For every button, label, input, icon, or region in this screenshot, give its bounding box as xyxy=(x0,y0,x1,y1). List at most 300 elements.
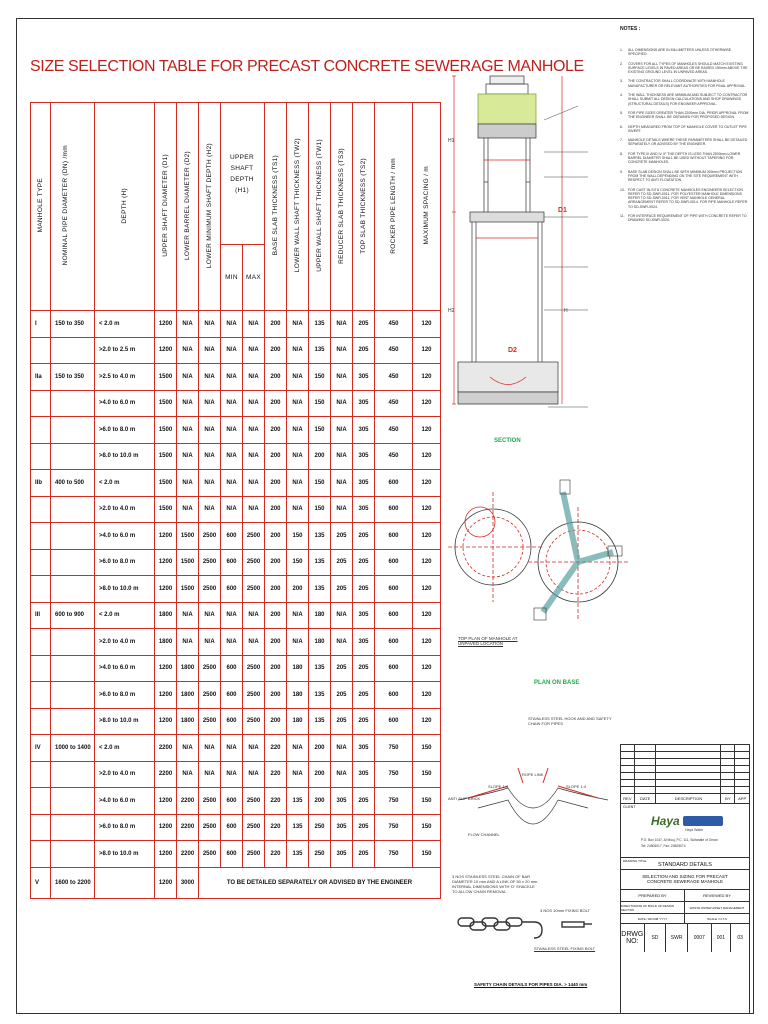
anti-slip-label: ANTI SLIP BRICK xyxy=(448,796,481,801)
table-cell-max: N/A xyxy=(243,735,265,762)
table-cell-d1: 1200 xyxy=(155,311,177,338)
table-cell-ts2: 205 xyxy=(353,549,375,576)
revision-cell xyxy=(735,752,749,758)
table-cell-ts1: 200 xyxy=(265,364,287,391)
note-text: FOR PIPE SIZES GREATER THAN 2200mm DIA, PRIOR APPROVAL FROM THE ENGINEER SHALL BE OBTAINED FOR PROPOSED DESIGN. xyxy=(628,110,749,120)
header-upper-shaft-diameter: UPPER SHAFT DIAMETER (D1) xyxy=(155,103,177,311)
table-cell-type: III xyxy=(31,602,51,629)
note-text: FOR INTERFACE REQUIREMENT OF PIPE WITH CONCRETE REFER TO DRAWING SD-SWR-0020. xyxy=(628,214,747,223)
table-cell-ts3: 305 xyxy=(331,814,353,841)
revision-cell xyxy=(656,780,721,786)
note-item xyxy=(620,214,750,223)
table-row xyxy=(31,629,441,656)
table-cell-tw2: N/A xyxy=(287,443,309,470)
note-number: 3. xyxy=(620,79,623,84)
table-row xyxy=(31,867,441,898)
table-cell-ts2: 205 xyxy=(353,311,375,338)
table-cell-dn xyxy=(51,443,95,470)
table-cell-h2: N/A xyxy=(199,761,221,788)
table-cell-h2: N/A xyxy=(199,417,221,444)
table-cell-tw1: 200 xyxy=(309,761,331,788)
table-cell-min: N/A xyxy=(221,364,243,391)
revision-cell xyxy=(635,766,657,772)
table-cell-depth: < 2.0 m xyxy=(95,470,155,497)
table-cell-tw1: 200 xyxy=(309,443,331,470)
note-item xyxy=(620,79,750,88)
table-cell-rp: 450 xyxy=(375,337,413,364)
table-cell-depth: >4.0 to 6.0 m xyxy=(95,523,155,550)
revision-cell xyxy=(656,773,721,779)
table-cell-rp: 750 xyxy=(375,735,413,762)
table-row xyxy=(31,814,441,841)
table-cell-d2: N/A xyxy=(177,417,199,444)
table-cell-tw1: 135 xyxy=(309,655,331,682)
table-row xyxy=(31,496,441,523)
table-cell-max: N/A xyxy=(243,390,265,417)
table-cell-ts3: N/A xyxy=(331,496,353,523)
header-nominal-diameter: NOMINAL PIPE DIAMETER (DN) /mm xyxy=(51,103,95,311)
table-cell-depth: >8.0 to 10.0 m xyxy=(95,443,155,470)
table-cell-min: 600 xyxy=(221,788,243,815)
table-cell-dn xyxy=(51,788,95,815)
header-upper-shaft-depth: UPPER SHAFT DEPTH (H1) xyxy=(221,103,265,245)
note-number: 11. xyxy=(620,214,625,219)
note-text: FOR CAST IN-SITU CONCRETE MANHOLES ENGINEERS SELECTION REFER TO SD-SWR-0011. FOR POLYESTER MANHOLE DIMENSIONS REFER TO SD-SWR-0011. FOR VENT MANHOLE GENERAL ARRANGEMENT REFER TO SD-SWR-0014. FOR PIPE MANHOLE REFER TO SD-SWR-0024. xyxy=(628,187,748,209)
table-cell-ts2: 305 xyxy=(353,443,375,470)
client-box: CLIENT Haya Haya Water P.O. Box 1047, Al Mouj, P.C. 111, Sultanate of Oman Tel: 24505017, Fax: 24505074 xyxy=(621,804,749,858)
table-cell-max: N/A xyxy=(243,337,265,364)
table-cell-d2: 1500 xyxy=(177,549,199,576)
table-cell-ts3: 205 xyxy=(331,549,353,576)
note-text: THE WALL THICKNESS ARE MINIMUM AND SUBJECT TO CONTRACTOR SHALL SUBMIT ALL DESIGN CALCULATIONS AND SHOP DRAWINGS (STRUCTURAL DETAILS) FOR ENGINEER APPROVAL. xyxy=(628,93,748,106)
table-cell-rp: 600 xyxy=(375,470,413,497)
table-cell-max: N/A xyxy=(243,470,265,497)
table-cell-rp: 600 xyxy=(375,655,413,682)
table-cell-max: 2500 xyxy=(243,523,265,550)
table-cell-dn xyxy=(51,814,95,841)
table-row xyxy=(31,735,441,762)
table-cell-ts3: N/A xyxy=(331,364,353,391)
revision-cell xyxy=(621,787,635,793)
table-cell-min: 600 xyxy=(221,576,243,603)
notes-list xyxy=(620,48,750,223)
table-cell-min: N/A xyxy=(221,443,243,470)
table-cell-type xyxy=(31,443,51,470)
label-d1: D1 xyxy=(558,207,567,214)
table-cell-min: 600 xyxy=(221,708,243,735)
table-cell-max: 2500 xyxy=(243,655,265,682)
table-cell-ts2: 305 xyxy=(353,761,375,788)
table-cell-d2: N/A xyxy=(177,470,199,497)
table-cell-d1: 1200 xyxy=(155,788,177,815)
table-cell-h2: N/A xyxy=(199,470,221,497)
table-cell-rp: 450 xyxy=(375,390,413,417)
table-cell-ts3: 305 xyxy=(331,841,353,868)
table-cell-max: 2500 xyxy=(243,708,265,735)
table-cell-h2: 2500 xyxy=(199,814,221,841)
table-cell-depth: >8.0 to 10.0 m xyxy=(95,708,155,735)
table-cell-depth: >4.0 to 6.0 m xyxy=(95,655,155,682)
table-row xyxy=(31,311,441,338)
table-cell-depth: >6.0 to 8.0 m xyxy=(95,682,155,709)
table-row xyxy=(31,390,441,417)
table-cell-max: 2500 xyxy=(243,788,265,815)
table-cell-tw1: 135 xyxy=(309,576,331,603)
table-cell-ts3: N/A xyxy=(331,629,353,656)
table-cell-tw2: N/A xyxy=(287,735,309,762)
table-cell-dn: 1000 to 1400 xyxy=(51,735,95,762)
table-cell-rp: 750 xyxy=(375,814,413,841)
safety-chain-drawing xyxy=(452,904,612,964)
revision-cell xyxy=(721,752,735,758)
revision-cell xyxy=(621,752,635,758)
table-cell-type xyxy=(31,496,51,523)
note-text: FOR TYPE III AND IV, IF THE DEPTH IS LESS THAN 2500mm LOWER BARREL DIAMETER SHALL BE USED WITHOUT TAPERING FOR CONCRETE MANHOLES. xyxy=(628,151,741,165)
table-cell-d2: N/A xyxy=(177,761,199,788)
table-cell-sp: 120 xyxy=(413,470,441,497)
table-cell-tw1: 200 xyxy=(309,735,331,762)
table-cell-type: IIa xyxy=(31,364,51,391)
table-cell-depth: >4.0 to 6.0 m xyxy=(95,788,155,815)
table-cell-d2: 1800 xyxy=(177,655,199,682)
table-cell-d1: 1200 xyxy=(155,867,177,898)
table-cell-min: 600 xyxy=(221,841,243,868)
logo-mark xyxy=(683,816,723,826)
table-cell-tw2: 180 xyxy=(287,708,309,735)
page-title: SIZE SELECTION TABLE FOR PRECAST CONCRETE SEWERAGE MANHOLE xyxy=(30,58,584,75)
table-cell-h2: 2500 xyxy=(199,841,221,868)
drawing-number: DRWG NO: SD SWR 0007 001 03 xyxy=(621,924,749,952)
table-cell-dn xyxy=(51,629,95,656)
note-item xyxy=(620,170,750,183)
table-cell-sp: 150 xyxy=(413,788,441,815)
table-row xyxy=(31,576,441,603)
revision-cell xyxy=(635,759,657,765)
table-row xyxy=(31,549,441,576)
table-cell-tw1: 135 xyxy=(309,337,331,364)
table-row xyxy=(31,708,441,735)
table-cell-ts1: 200 xyxy=(265,417,287,444)
table-cell-ts3: N/A xyxy=(331,337,353,364)
note-item xyxy=(620,125,750,134)
revision-row xyxy=(621,759,749,766)
revision-cell xyxy=(735,780,749,786)
table-cell-rp: 600 xyxy=(375,602,413,629)
table-cell-ts1: 200 xyxy=(265,470,287,497)
table-cell-dn: 1600 to 2200 xyxy=(51,867,95,898)
table-cell-type xyxy=(31,841,51,868)
note-item xyxy=(620,138,750,147)
size-selection-table xyxy=(30,102,441,899)
revision-cell xyxy=(621,745,635,751)
table-row xyxy=(31,655,441,682)
table-cell-d2: 1800 xyxy=(177,682,199,709)
note-number: 1. xyxy=(620,48,623,52)
table-row xyxy=(31,602,441,629)
table-cell-type xyxy=(31,814,51,841)
note-text: MANHOLE DETAILS WHERE THESE PARAMETERS SHALL BE DETAILED SEPARATELY OR ADVISED BY THE ENGINEER. xyxy=(628,138,748,147)
revision-row xyxy=(621,745,749,752)
table-cell-tw2: N/A xyxy=(287,629,309,656)
table-cell-min: N/A xyxy=(221,735,243,762)
table-cell-tw2: 135 xyxy=(287,814,309,841)
note-number: 7. xyxy=(620,138,623,143)
table-cell-ts3: N/A xyxy=(331,761,353,788)
table-cell-d2: N/A xyxy=(177,390,199,417)
table-cell-depth: >6.0 to 8.0 m xyxy=(95,549,155,576)
table-cell-tw2: N/A xyxy=(287,761,309,788)
table-cell-d1: 1500 xyxy=(155,443,177,470)
table-cell-tw1: 150 xyxy=(309,470,331,497)
header-lower-wall: LOWER WALL SHAFT THICKNESS (TW2) xyxy=(287,103,309,311)
table-cell-ts3: 205 xyxy=(331,682,353,709)
revision-cell xyxy=(735,766,749,772)
table-cell-type xyxy=(31,655,51,682)
table-cell-ts1: 200 xyxy=(265,523,287,550)
table-cell-dn xyxy=(51,708,95,735)
revision-row xyxy=(621,787,749,794)
revision-cell xyxy=(735,787,749,793)
revision-cell xyxy=(656,745,721,751)
table-cell-ts3: 205 xyxy=(331,655,353,682)
revision-cell xyxy=(721,759,735,765)
table-cell-tw2: 150 xyxy=(287,549,309,576)
table-cell-d1: 1200 xyxy=(155,814,177,841)
table-cell-min: 600 xyxy=(221,682,243,709)
revision-cell xyxy=(656,787,721,793)
table-cell-depth: >8.0 to 10.0 m xyxy=(95,841,155,868)
table-cell-depth: >2.0 to 4.0 m xyxy=(95,496,155,523)
table-row xyxy=(31,841,441,868)
table-row xyxy=(31,788,441,815)
revision-row xyxy=(621,752,749,759)
table-cell-rp: 750 xyxy=(375,788,413,815)
table-cell-d1: 1200 xyxy=(155,337,177,364)
table-cell-ts2: 205 xyxy=(353,523,375,550)
table-cell-ts3: 205 xyxy=(331,708,353,735)
table-cell-tw2: N/A xyxy=(287,390,309,417)
table-cell-d1: 1200 xyxy=(155,841,177,868)
table-cell-dn xyxy=(51,549,95,576)
table-cell-ts2: 205 xyxy=(353,814,375,841)
label-h1: H1 xyxy=(448,138,455,144)
table-cell-max: 2500 xyxy=(243,576,265,603)
note-item xyxy=(620,48,750,57)
table-cell-min: 600 xyxy=(221,549,243,576)
note-item xyxy=(620,93,750,106)
table-cell-dn xyxy=(51,337,95,364)
table-cell-ts2: 205 xyxy=(353,841,375,868)
table-cell-ts2: 305 xyxy=(353,417,375,444)
table-cell-depth: >2.5 to 4.0 m xyxy=(95,364,155,391)
table-cell-sp: 120 xyxy=(413,549,441,576)
revision-grid xyxy=(621,745,749,794)
table-cell-ts1: 200 xyxy=(265,629,287,656)
table-cell-sp: 120 xyxy=(413,417,441,444)
table-cell-sp: 120 xyxy=(413,443,441,470)
table-cell-d2: 2200 xyxy=(177,841,199,868)
table-cell-d1: 1200 xyxy=(155,708,177,735)
table-cell-min: N/A xyxy=(221,761,243,788)
header-max-spacing: MAXIMUM SPACING / m xyxy=(413,103,441,311)
table-cell-min: N/A xyxy=(221,496,243,523)
header-manhole-type: MANHOLE TYPE xyxy=(31,103,51,311)
table-cell-d2: N/A xyxy=(177,337,199,364)
table-cell-ts1: 200 xyxy=(265,682,287,709)
table-cell-h2: 2500 xyxy=(199,549,221,576)
table-cell-depth: >8.0 to 10.0 m xyxy=(95,576,155,603)
fixing-bolt-label: STAINLESS STEEL FIXING BOLT xyxy=(534,946,596,951)
table-cell-dn: 150 to 350 xyxy=(51,364,95,391)
table-cell-h2: N/A xyxy=(199,311,221,338)
table-row xyxy=(31,523,441,550)
table-cell-h2: N/A xyxy=(199,629,221,656)
revision-cell xyxy=(721,773,735,779)
table-cell-max: 2500 xyxy=(243,682,265,709)
revision-cell xyxy=(721,745,735,751)
table-cell-d1: 1500 xyxy=(155,470,177,497)
table-cell-sp: 150 xyxy=(413,814,441,841)
table-cell-h2: N/A xyxy=(199,337,221,364)
table-cell-min: N/A xyxy=(221,417,243,444)
note-number: 4. xyxy=(620,93,623,98)
table-cell-sp: 120 xyxy=(413,390,441,417)
note-text: ALL DIMENSIONS ARE IN MILLIMETERS UNLESS OTHERWISE SPECIFIED. xyxy=(628,48,732,57)
table-cell-max: 2500 xyxy=(243,814,265,841)
header-lower-min-shaft-depth: LOWER MINIMUM SHAFT DEPTH (H2) xyxy=(199,103,221,311)
table-cell-ts1: 220 xyxy=(265,761,287,788)
table-cell-d2: N/A xyxy=(177,602,199,629)
table-cell-ts1: 220 xyxy=(265,788,287,815)
table-cell-tw2: N/A xyxy=(287,337,309,364)
table-cell-ts3: N/A xyxy=(331,602,353,629)
table-cell-ts2: 205 xyxy=(353,788,375,815)
table-cell-depth: >6.0 to 8.0 m xyxy=(95,814,155,841)
revision-cell xyxy=(621,766,635,772)
table-cell-tw2: N/A xyxy=(287,311,309,338)
revision-cell xyxy=(621,773,635,779)
table-cell-min: N/A xyxy=(221,337,243,364)
table-cell-ts2: 205 xyxy=(353,655,375,682)
table-cell-tw1: 250 xyxy=(309,841,331,868)
table-cell-dn xyxy=(51,655,95,682)
header-rocker-pipe: ROCKER PIPE LENGTH / mm xyxy=(375,103,413,311)
table-cell-min: N/A xyxy=(221,602,243,629)
table-cell-ts3: 305 xyxy=(331,788,353,815)
table-cell-ts2: 205 xyxy=(353,682,375,709)
table-cell-h2: 2500 xyxy=(199,708,221,735)
manhole-section-drawing xyxy=(448,62,618,432)
table-cell-rp: 750 xyxy=(375,761,413,788)
table-cell-max: 2500 xyxy=(243,549,265,576)
table-cell-rp: 750 xyxy=(375,841,413,868)
table-cell-type: V xyxy=(31,867,51,898)
table-cell-tw2: 135 xyxy=(287,788,309,815)
table-cell-ts1: 200 xyxy=(265,443,287,470)
revision-cell xyxy=(656,752,721,758)
note-text: BASE SLAB DESIGN SHALL BE WITH MINIMUM 300mm PROJECTION FROM THE WALL DEPENDING ON THE SITE REQUIREMENT WITH RESPECT TO ANTI FLOATATION. xyxy=(628,169,743,183)
table-cell-rp: 600 xyxy=(375,708,413,735)
table-cell-tw2: 180 xyxy=(287,655,309,682)
table-cell-h2: N/A xyxy=(199,496,221,523)
table-cell-sp: 150 xyxy=(413,735,441,762)
table-cell-min: N/A xyxy=(221,470,243,497)
table-cell-d2: N/A xyxy=(177,443,199,470)
header-min: MIN xyxy=(221,245,243,311)
table-cell-ts2: 205 xyxy=(353,708,375,735)
table-cell-type: IIb xyxy=(31,470,51,497)
table-cell-dn xyxy=(51,496,95,523)
note-item xyxy=(620,111,750,120)
plan-on-base-label: PLAN ON BASE xyxy=(534,680,580,686)
title-block: REV DATE DESCRIPTION BY APP CLIENT Haya Haya Water P.O. Box 1047, Al Mouj, P.C. 111, Sultanate of Oman Tel: 24505017, Fax: 24505074 DRAWING TITLE STANDARD DETAILS SELECTION AND SIZING FOR PRECAST CONCRETE SEWERAGE MANHOLE PREPARED BY REVIEWED BY DIRECTORATE OF BUILD UP DESIGN SECTION WASTE WATER ASSET MANAGEMENT DATE / DD.MM.YYYY SCALE / N.T.S DRWG NO: SD SWR 0007 001 03 xyxy=(620,744,750,1014)
revision-row xyxy=(621,766,749,773)
table-cell-d1: 1500 xyxy=(155,417,177,444)
table-cell-tw1: 200 xyxy=(309,788,331,815)
table-cell-type xyxy=(31,523,51,550)
revision-row xyxy=(621,780,749,787)
table-cell-sp: 120 xyxy=(413,682,441,709)
table-cell-dn xyxy=(51,390,95,417)
table-cell-depth xyxy=(95,867,155,898)
hook-label: STAINLESS STEEL HOOK AND AND SAFETY CHAIN FOR PIPES xyxy=(528,716,612,726)
table-cell-tw1: 150 xyxy=(309,364,331,391)
table-cell-tw2: N/A xyxy=(287,602,309,629)
top-plan-drawing xyxy=(448,452,628,652)
table-cell-d2: 1800 xyxy=(177,708,199,735)
table-cell-max: N/A xyxy=(243,629,265,656)
notes-title: NOTES : xyxy=(620,26,641,32)
table-cell-ts3: N/A xyxy=(331,443,353,470)
label-h: H xyxy=(564,308,568,314)
table-cell-sp: 120 xyxy=(413,364,441,391)
table-cell-depth: < 2.0 m xyxy=(95,735,155,762)
table-cell-d1: 2200 xyxy=(155,761,177,788)
table-cell-d1: 1200 xyxy=(155,682,177,709)
table-cell-type xyxy=(31,629,51,656)
table-cell-d1: 1200 xyxy=(155,655,177,682)
table-cell-sp: 150 xyxy=(413,761,441,788)
table-cell-tw1: 135 xyxy=(309,523,331,550)
slope-right-label: SLOPE 1:4 xyxy=(566,784,587,789)
flow-channel-detail xyxy=(448,708,618,848)
table-cell-depth: >4.0 to 6.0 m xyxy=(95,390,155,417)
table-cell-ts1: 200 xyxy=(265,655,287,682)
label-d2: D2 xyxy=(508,347,517,354)
table-cell-tw1: 250 xyxy=(309,814,331,841)
revision-cell xyxy=(635,752,657,758)
table-cell-h2: 2500 xyxy=(199,655,221,682)
revision-cell xyxy=(621,759,635,765)
table-cell-tw1: 150 xyxy=(309,496,331,523)
table-cell-ts1: 220 xyxy=(265,841,287,868)
table-cell-rp: 450 xyxy=(375,311,413,338)
table-cell-rp: 450 xyxy=(375,364,413,391)
table-cell-d2: 2200 xyxy=(177,788,199,815)
table-cell-sp: 120 xyxy=(413,602,441,629)
table-cell-h2: 2500 xyxy=(199,576,221,603)
table-cell-rp: 600 xyxy=(375,682,413,709)
table-body xyxy=(31,311,441,899)
table-cell-ts1: 200 xyxy=(265,337,287,364)
table-cell-ts2: 305 xyxy=(353,496,375,523)
table-cell-tw2: 150 xyxy=(287,523,309,550)
table-cell-d1: 2200 xyxy=(155,735,177,762)
table-cell-type xyxy=(31,682,51,709)
header-depth: DEPTH (H) xyxy=(95,103,155,311)
revision-cell xyxy=(721,766,735,772)
table-cell-type xyxy=(31,417,51,444)
